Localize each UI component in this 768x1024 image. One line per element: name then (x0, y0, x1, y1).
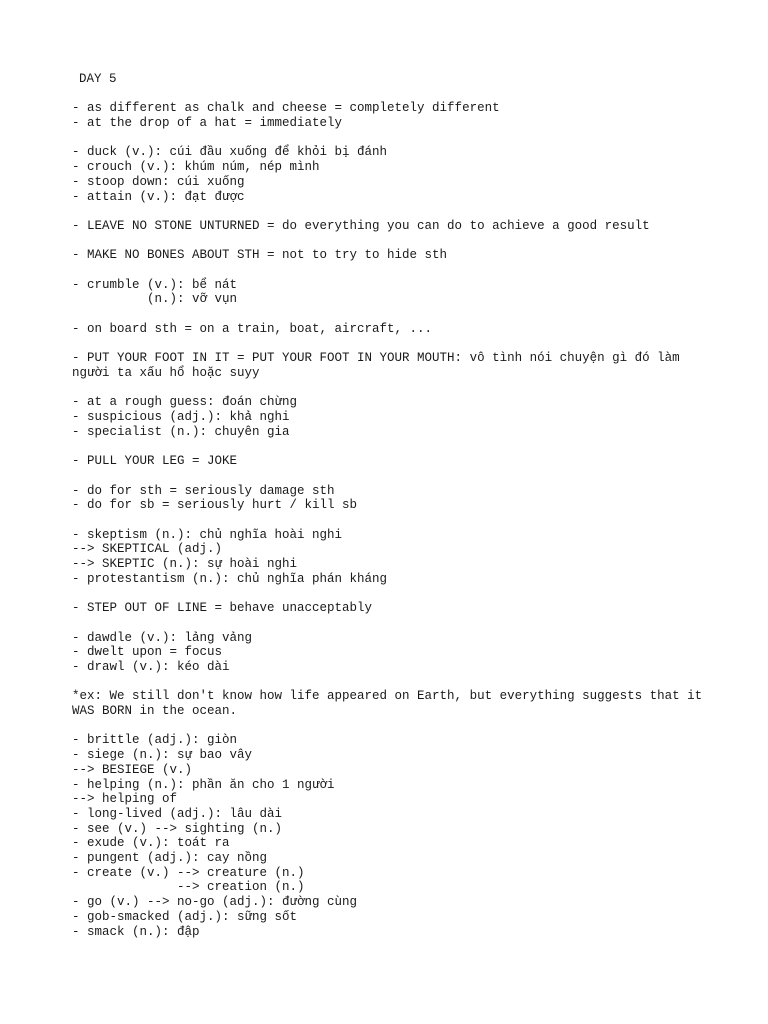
note-line: - long-lived (adj.): lâu dài (72, 806, 283, 821)
note-line: - duck (v.): cúi đầu xuống để khỏi bị đánh (72, 145, 388, 160)
note-line: - PULL YOUR LEG = JOKE (72, 454, 238, 469)
note-line: - PUT YOUR FOOT IN IT = PUT YOUR FOOT IN YOUR MOUTH: vô tình nói chuyện gì đó làm người ta xấu hổ hoặc suyy (72, 351, 688, 380)
note-line: - dawdle (v.): lảng vảng (72, 630, 253, 645)
note-line: - as different as chalk and cheese = completely different (72, 101, 500, 116)
note-line: - crumble (v.): bể nát (72, 277, 238, 292)
note-line: - do for sth = seriously damage sth (72, 483, 335, 498)
note-block (72, 733, 712, 939)
note-block (72, 601, 712, 616)
note-line: - suspicious (adj.): khả nghi (72, 410, 290, 425)
note-line: - MAKE NO BONES ABOUT STH = not to try to hide sth (72, 248, 448, 263)
note-line: - go (v.) --> no-go (adj.): đường cùng (72, 895, 358, 910)
note-line: - siege (n.): sự bao vây (72, 748, 253, 763)
note-line: *ex: We still don't know how life appeared on Earth, but everything suggests that it WAS BORN in the ocean. (72, 689, 710, 719)
note-line: - drawl (v.): kéo dài (72, 659, 230, 674)
note-line: - stoop down: cúi xuống (72, 174, 245, 189)
note-line: --> BESIEGE (v.) (72, 762, 193, 777)
note-block (72, 248, 712, 263)
note-line: --> SKEPTICAL (adj.) (72, 542, 223, 557)
note-line: - see (v.) --> sighting (n.) (72, 821, 283, 836)
note-line: - pungent (adj.): cay nồng (72, 851, 268, 866)
note-line: - crouch (v.): khúm núm, nép mình (72, 160, 320, 175)
page-title: DAY 5 (79, 72, 117, 86)
note-block (72, 351, 712, 380)
note-block (72, 395, 712, 439)
note-block (72, 528, 712, 587)
note-line: - attain (v.): đạt được (72, 189, 245, 204)
note-block (72, 101, 712, 130)
note-block (72, 631, 712, 675)
note-block (72, 484, 712, 513)
note-line: - create (v.) --> creature (n.) (72, 865, 305, 880)
note-line: - LEAVE NO STONE UNTURNED = do everything you can do to achieve a good result (72, 218, 650, 233)
note-line: - exude (v.): toát ra (72, 836, 230, 851)
note-line: - on board sth = on a train, boat, aircraft, ... (72, 321, 433, 336)
note-line: --> helping of (72, 792, 178, 807)
note-line: - specialist (n.): chuyên gia (72, 424, 290, 439)
note-line: - gob-smacked (adj.): sững sốt (72, 909, 298, 924)
note-line: - at a rough guess: đoán chừng (72, 395, 298, 410)
page-title-block (72, 72, 712, 87)
note-line: - brittle (adj.): giòn (72, 733, 238, 748)
note-block (72, 145, 712, 204)
note-line: - protestantism (n.): chủ nghĩa phán kháng (72, 571, 388, 586)
note-line: - helping (n.): phần ăn cho 1 người (72, 777, 335, 792)
note-line: - skeptism (n.): chủ nghĩa hoài nghi (72, 527, 343, 542)
notes-body (72, 101, 712, 939)
note-line: - at the drop of a hat = immediately (72, 116, 343, 131)
note-line: - STEP OUT OF LINE = behave unacceptably (72, 601, 373, 616)
note-line: - smack (n.): đập (72, 924, 200, 939)
note-block (72, 278, 712, 307)
note-line: - do for sb = seriously hurt / kill sb (72, 498, 358, 513)
note-block (72, 219, 712, 234)
note-line: --> SKEPTIC (n.): sự hoài nghi (72, 557, 298, 572)
note-line: (n.): vỡ vụn (72, 292, 238, 307)
note-block (72, 322, 712, 337)
note-block (72, 454, 712, 469)
note-line: --> creation (n.) (72, 880, 305, 895)
note-block (72, 689, 712, 718)
document-page (72, 72, 712, 954)
note-line: - dwelt upon = focus (72, 645, 223, 660)
